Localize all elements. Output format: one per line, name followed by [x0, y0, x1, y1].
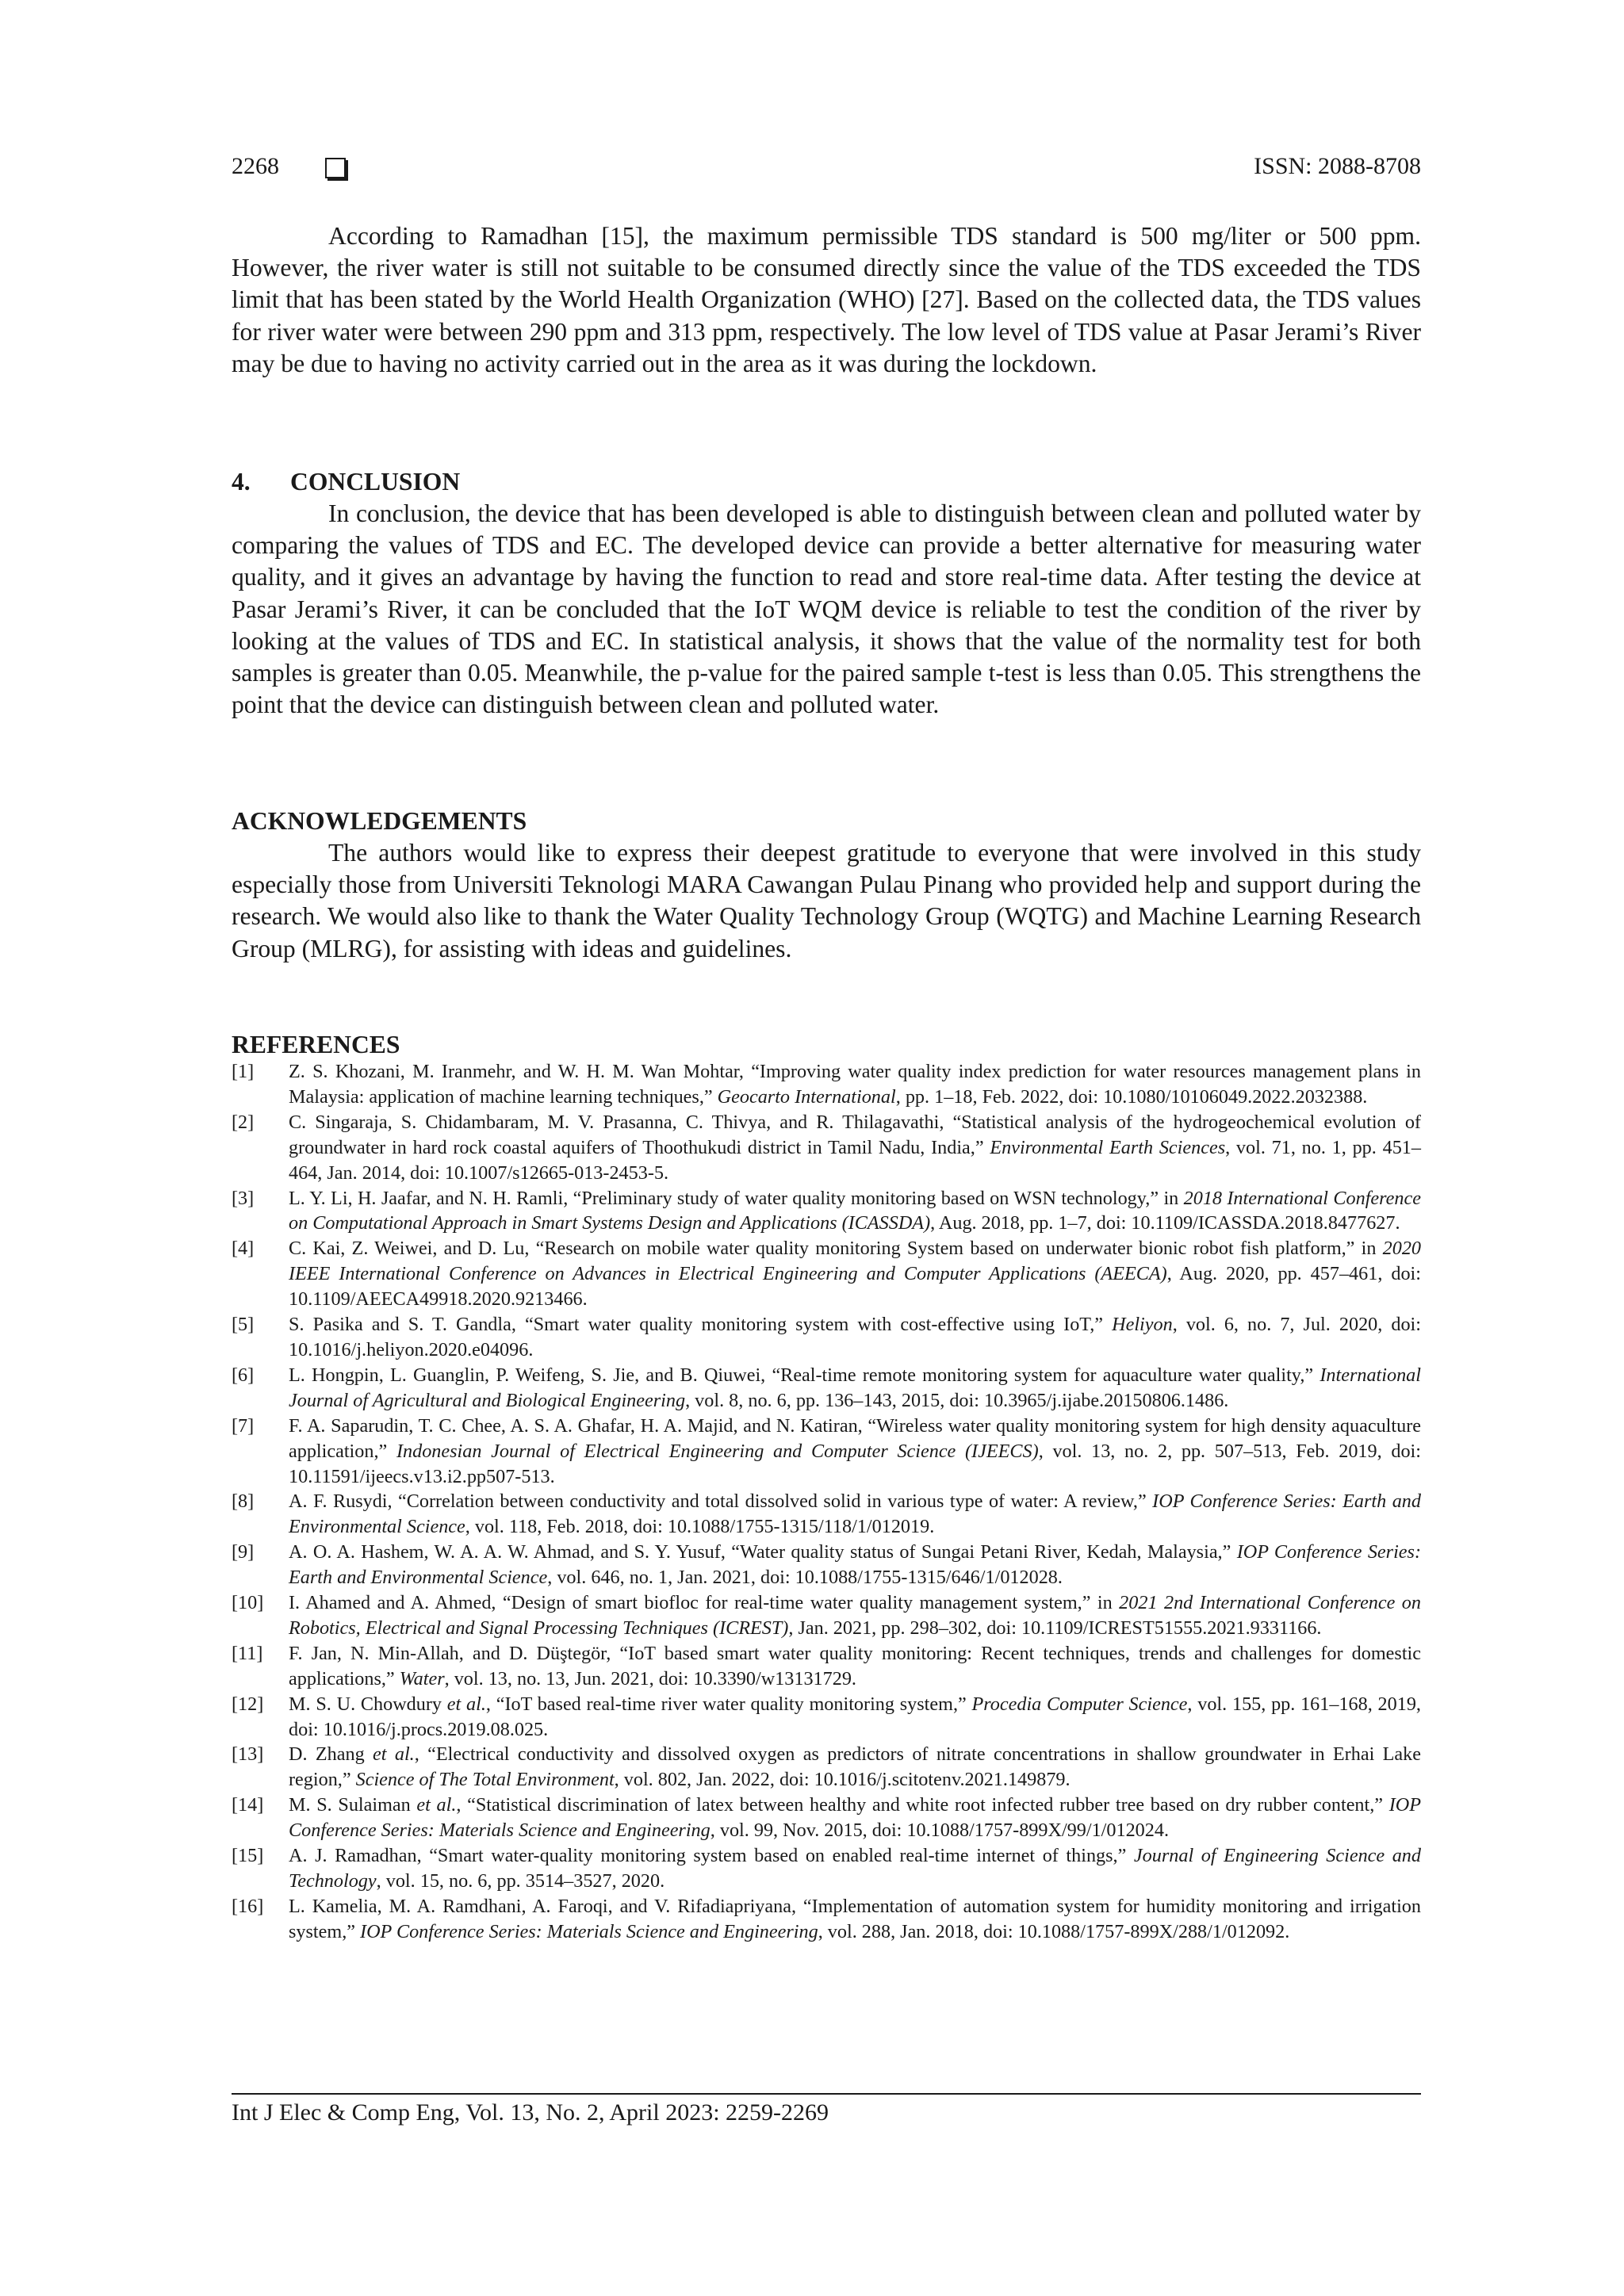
- reference-list: [232, 1059, 1421, 1945]
- reference-text: Z. S. Khozani, M. Iranmehr, and W. H. M. Wan Mohtar, “Improving water quality index prediction for water resources management plans in Malaysia: application of machine learning techniques,” Geocarto International, pp. 1–18, Feb. 2022, doi: 10.1080/10106049.2022.2032388.: [289, 1061, 1421, 1108]
- reference-item: [232, 1793, 1421, 1843]
- reference-item: [232, 1186, 1421, 1237]
- reference-number: [7]: [232, 1414, 255, 1437]
- reference-item: [232, 1110, 1421, 1186]
- reference-number: [9]: [232, 1541, 255, 1563]
- reference-text: A. J. Ramadhan, “Smart water-quality monitoring system based on enabled real-time internet of things,” Journal of Engineering Science and Technology, vol. 15, no. 6, pp. 3514–3527, 2020.: [289, 1845, 1421, 1892]
- intro-section: [232, 220, 1421, 380]
- reference-number: [1]: [232, 1061, 255, 1082]
- reference-text: D. Zhang et al., “Electrical conductivity and dissolved oxygen as predictors of nitrate concentrations in shallow groundwater in Erhai Lake region,” Science of The Total Environment, vol. 802, Jan. 2022, doi: 10.1016/j.scitotenv.2021.149879.: [289, 1743, 1421, 1791]
- reference-number: [6]: [232, 1364, 255, 1386]
- reference-number: [15]: [232, 1845, 264, 1867]
- reference-text: I. Ahamed and A. Ahmed, “Design of smart biofloc for real-time water quality management system,” in 2021 2nd International Conference on Robotics, Electrical and Signal Processing Techniques (ICREST), Jan. 2021, pp. 298–302, doi: 10.1109/ICREST51555.2021.9331166.: [289, 1592, 1421, 1639]
- reference-text: C. Singaraja, S. Chidambaram, M. V. Prasanna, C. Thivya, and R. Thilagavathi, “Statistical analysis of the hydrogeochemical evolution of groundwater in hard rock coastal aquifers of Thoothukudi district in Tamil Nadu, India,” Environmental Earth Sciences, vol. 71, no. 1, pp. 451–464, Jan. 2014, doi: 10.1007/s12665-013-2453-5.: [289, 1111, 1421, 1184]
- reference-number: [2]: [232, 1111, 255, 1133]
- reference-item: [232, 1590, 1421, 1641]
- reference-item: [232, 1489, 1421, 1540]
- reference-text: L. Kamelia, M. A. Ramdhani, A. Faroqi, and V. Rifadiapriyana, “Implementation of automation system for humidity monitoring and irrigation system,” IOP Conference Series: Materials Science and Engineering, vol. 288, Jan. 2018, doi: 10.1088/1757-899X/288/1/012092.: [289, 1895, 1421, 1942]
- page-header: [232, 153, 1421, 193]
- reference-item: [232, 1540, 1421, 1590]
- reference-text: L. Y. Li, H. Jaafar, and N. H. Ramli, “Preliminary study of water quality monitoring based on WSN technology,” in 2018 International Conference on Computational Approach in Smart Systems Design and Applications (ICASSDA), Aug. 2018, pp. 1–7, doi: 10.1109/ICASSDA.2018.8477627.: [289, 1187, 1421, 1234]
- reference-text: M. S. Sulaiman et al., “Statistical discrimination of latex between healthy and white root infected rubber tree based on dry rubber content,” IOP Conference Series: Materials Science and Engineering, vol. 99, Nov. 2015, doi: 10.1088/1757-899X/99/1/012024.: [289, 1794, 1421, 1842]
- acknowledgements-section: [232, 837, 1421, 965]
- reference-number: [12]: [232, 1693, 264, 1715]
- reference-number: [4]: [232, 1238, 255, 1260]
- reference-number: [14]: [232, 1794, 264, 1816]
- reference-text: A. O. A. Hashem, W. A. A. W. Ahmad, and S. Y. Yusuf, “Water quality status of Sungai Petani River, Kedah, Malaysia,” IOP Conference Series: Earth and Environmental Science, vol. 646, no. 1, Jan. 2021, doi: 10.1088/1755-1315/646/1/012028.: [289, 1541, 1421, 1589]
- references-title: REFERENCES: [232, 1031, 400, 1058]
- acknowledgements-heading: [232, 806, 527, 837]
- conclusion-number: 4.: [232, 468, 251, 496]
- reference-item: [232, 1742, 1421, 1793]
- acknowledgements-paragraph: The authors would like to express their deepest gratitude to everyone that were involved in this study especially those from Universiti Teknologi MARA Cawangan Pulau Pinang who provided help and support during the research. We would also like to thank the Water Quality Technology Group (WQTG) and Machine Learning Research Group (MLRG), for assisting with ideas and guidelines.: [232, 839, 1421, 962]
- footer-divider: [232, 2093, 1421, 2095]
- reference-number: [11]: [232, 1642, 263, 1664]
- reference-item: [232, 1843, 1421, 1894]
- reference-text: M. S. U. Chowdury et al., “IoT based real-time river water quality monitoring system,” Procedia Computer Science, vol. 155, pp. 161–168, 2019, doi: 10.1016/j.procs.2019.08.025.: [289, 1693, 1421, 1740]
- reference-text: C. Kai, Z. Weiwei, and D. Lu, “Research on mobile water quality monitoring System based on underwater bionic robot fish platform,” in 2020 IEEE International Conference on Advances in Electrical Engineering and Computer Applications (AEECA), Aug. 2020, pp. 457–461, doi: 10.1109/AEECA49918.2020.9213466.: [289, 1238, 1421, 1311]
- reference-text: A. F. Rusydi, “Correlation between conductivity and total dissolved solid in various type of water: A review,” IOP Conference Series: Earth and Environmental Science, vol. 118, Feb. 2018, doi: 10.1088/1755-1315/118/1/012019.: [289, 1490, 1421, 1538]
- reference-item: [232, 1312, 1421, 1363]
- conclusion-paragraph: In conclusion, the device that has been developed is able to distinguish between clean and polluted water by comparing the values of TDS and EC. The developed device can provide a better alternative for measuring water quality, and it gives an advantage by having the function to read and store real-time data. After testing the device at Pasar Jerami’s River, it can be concluded that the IoT WQM device is reliable to test the condition of the river by looking at the values of TDS and EC. In statistical analysis, it shows that the value of the normality test for both samples is greater than 0.05. Meanwhile, the p-value for the paired sample t-test is less than 0.05. This strengthens the point that the device can distinguish between clean and polluted water.: [232, 499, 1421, 719]
- references-heading: [232, 1029, 400, 1061]
- reference-number: [3]: [232, 1187, 255, 1209]
- reference-item: [232, 1414, 1421, 1490]
- intro-paragraph: According to Ramadhan [15], the maximum permissible TDS standard is 500 mg/liter or 500 ppm. However, the river water is still not suitable to be consumed directly since the value of the TDS exceeded the TDS limit that has been stated by the World Health Organization (WHO) [27]. Based on the collected data, the TDS values for river water were between 290 ppm and 313 ppm, respectively. The low level of TDS value at Pasar Jerami’s River may be due to having no activity carried out in the area as it was during the lockdown.: [232, 222, 1421, 377]
- acknowledgements-title: ACKNOWLEDGEMENTS: [232, 807, 527, 835]
- conclusion-section: [232, 498, 1421, 721]
- conclusion-heading: [232, 466, 460, 498]
- reference-item: [232, 1059, 1421, 1110]
- reference-number: [16]: [232, 1895, 264, 1917]
- reference-item: [232, 1894, 1421, 1945]
- reference-number: [8]: [232, 1490, 255, 1513]
- reference-item: [232, 1363, 1421, 1414]
- reference-item: [232, 1641, 1421, 1692]
- issn-label: ISSN: 2088-8708: [1254, 153, 1421, 179]
- page-number: 2268: [232, 153, 279, 179]
- reference-text: S. Pasika and S. T. Gandla, “Smart water quality monitoring system with cost-effective using IoT,” Heliyon, vol. 6, no. 7, Jul. 2020, doi: 10.1016/j.heliyon.2020.e04096.: [289, 1314, 1422, 1360]
- reference-text: F. A. Saparudin, T. C. Chee, A. S. A. Ghafar, H. A. Majid, and N. Katiran, “Wireless water quality monitoring system for high density aquaculture application,” Indonesian Journal of Electrical Engineering and Computer Science (IJEECS), vol. 13, no. 2, pp. 507–513, Feb. 2019, doi: 10.11591/ijeecs.v13.i2.pp507-513.: [289, 1414, 1421, 1487]
- reference-item: [232, 1236, 1421, 1312]
- conclusion-title: CONCLUSION: [290, 468, 461, 496]
- reference-text: L. Hongpin, L. Guanglin, P. Weifeng, S. Jie, and B. Qiuwei, “Real-time remote monitoring system for aquaculture water quality,” International Journal of Agricultural and Biological Engineering, vol. 8, no. 6, pp. 136–143, 2015, doi: 10.3965/j.ijabe.20150806.1486.: [289, 1364, 1421, 1411]
- page-footer: Int J Elec & Comp Eng, Vol. 13, No. 2, April 2023: 2259-2269: [232, 2099, 829, 2126]
- reference-item: [232, 1692, 1421, 1743]
- reference-number: [5]: [232, 1314, 255, 1336]
- reference-number: [10]: [232, 1592, 264, 1614]
- reference-number: [13]: [232, 1743, 264, 1766]
- reference-text: F. Jan, N. Min-Allah, and D. Düştegör, “IoT based smart water quality monitoring: Recent techniques, trends and challenges for domestic applications,” Water, vol. 13, no. 13, Jun. 2021, doi: 10.3390/w13131729.: [289, 1642, 1421, 1689]
- checkbox-square-icon: [325, 158, 346, 178]
